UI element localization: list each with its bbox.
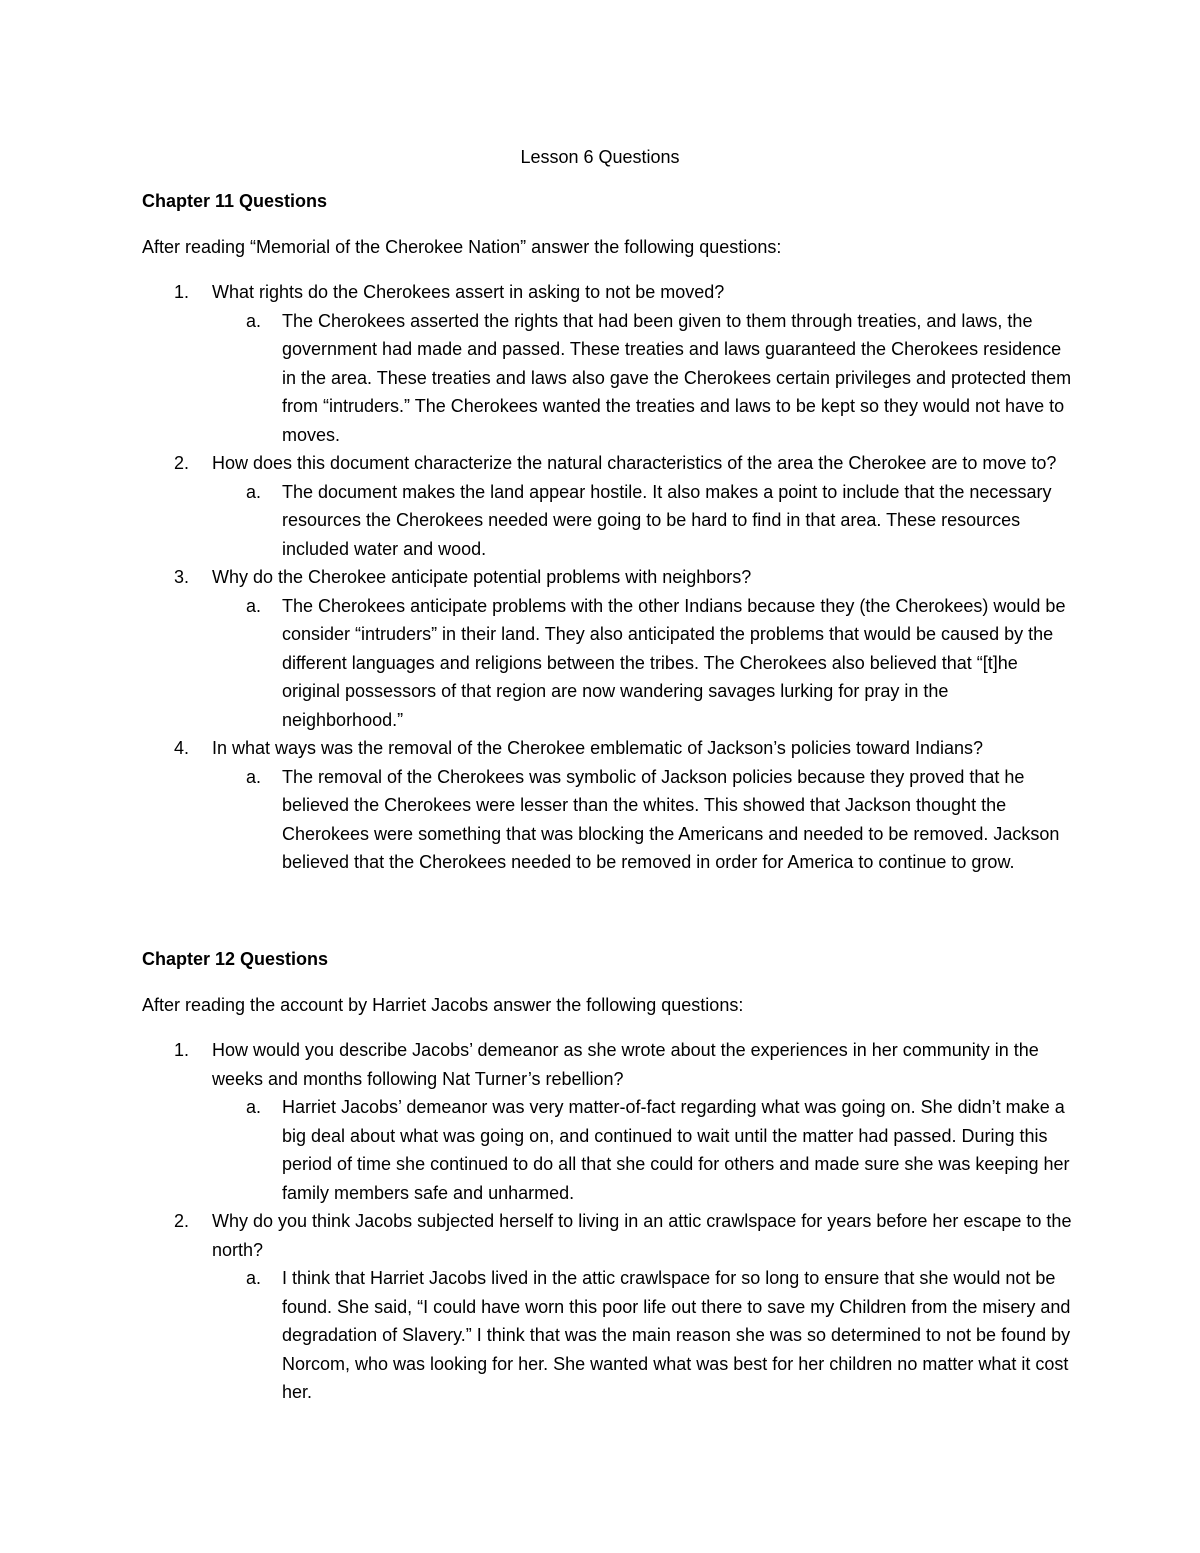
answer-letter: a.	[246, 595, 262, 616]
chapter-12-section	[142, 946, 1072, 1407]
question-number: 4.	[174, 738, 190, 758]
question-number: 1.	[174, 282, 190, 302]
chapter-intro: After reading “Memorial of the Cherokee Nation” answer the following questions:	[142, 237, 782, 257]
answer-list	[212, 478, 1072, 564]
question-text: Why do you think Jacobs subjected herself to living in an attic crawlspace for years before her escape to the north?	[212, 1211, 1072, 1260]
chapter-11-section	[142, 188, 1072, 877]
question-number: 2.	[174, 453, 190, 473]
answer-text: I think that Harriet Jacobs lived in the attic crawlspace for so long to ensure that she would not be found. She said, “I could have worn this poor life out there to save my Children from the misery and degradation of Slavery.” I think that was the main reason she was so determined to not be found by Norcom, who was looking for her. She wanted what was best for her children no matter what it cost her.	[282, 1268, 1071, 1402]
question-number: 2.	[174, 1211, 190, 1231]
answer-text: The removal of the Cherokees was symbolic of Jackson policies because they proved that he believed the Cherokees were lesser than the whites. This showed that Jackson thought the Cherokees were something that was blocking the Americans and needed to be removed. Jackson believed that the Cherokees needed to be removed in order for America to continue to grow.	[282, 766, 1060, 872]
answer-letter: a.	[246, 310, 262, 331]
answer-letter: a.	[246, 481, 262, 502]
answer-item	[212, 307, 1072, 450]
question-item	[142, 563, 1072, 734]
answer-list	[212, 1264, 1072, 1407]
chapter-intro: After reading the account by Harriet Jacobs answer the following questions:	[142, 995, 744, 1015]
question-item	[142, 734, 1072, 877]
answer-item	[212, 1264, 1072, 1407]
chapter-heading: Chapter 11 Questions	[142, 191, 328, 211]
question-number: 1.	[174, 1040, 190, 1060]
answer-letter: a.	[246, 1268, 262, 1288]
question-list	[142, 1036, 1072, 1407]
question-list	[142, 278, 1072, 877]
question-text: Why do the Cherokee anticipate potential problems with neighbors?	[212, 567, 752, 587]
answer-letter: a.	[246, 1097, 262, 1117]
answer-text: The document makes the land appear hostile. It also makes a point to include that the necessary resources the Cherokees needed were going to be hard to find in that area. These resources included water and wood.	[282, 481, 1052, 559]
question-item	[142, 1207, 1072, 1407]
question-item	[142, 449, 1072, 563]
answer-letter: a.	[246, 766, 262, 787]
answer-item	[212, 592, 1072, 735]
answer-text: The Cherokees asserted the rights that had been given to them through treaties, and laws, the government had made and passed. These treaties and laws guaranteed the Cherokees residence in the area. These treaties and laws also gave the Cherokees certain privileges and protected them from “intruders.” The Cherokees wanted the treaties and laws to be kept so they would not have to moves.	[282, 310, 1072, 445]
question-text: In what ways was the removal of the Cherokee emblematic of Jackson’s policies toward Indians?	[212, 738, 984, 758]
answer-item	[212, 763, 1072, 877]
question-item	[142, 278, 1072, 449]
answer-list	[212, 592, 1072, 735]
document-title: Lesson 6 Questions	[520, 147, 680, 167]
answer-item	[212, 478, 1072, 564]
answer-text: The Cherokees anticipate problems with the other Indians because they (the Cherokees) would be consider “intruders” in their land. They also anticipated the problems that would be caused by the different languages and religions between the tribes. The Cherokees also believed that “[t]he original possessors of that region are now wandering savages lurking for pray in the neighborhood.”	[282, 595, 1066, 730]
question-item	[142, 1036, 1072, 1207]
answer-text: Harriet Jacobs’ demeanor was very matter-of-fact regarding what was going on. She didn’t make a big deal about what was going on, and continued to wait until the matter had passed. During this period of time she continued to do all that she could for others and made sure she was keeping her family members safe and unharmed.	[282, 1097, 1070, 1203]
question-text: What rights do the Cherokees assert in asking to not be moved?	[212, 282, 725, 302]
question-text: How does this document characterize the natural characteristics of the area the Cherokee are to move to?	[212, 453, 1057, 473]
question-text: How would you describe Jacobs’ demeanor as she wrote about the experiences in her community in the weeks and months following Nat Turner’s rebellion?	[212, 1040, 1039, 1089]
answer-list	[212, 763, 1072, 877]
question-number: 3.	[174, 567, 190, 587]
chapter-heading: Chapter 12 Questions	[142, 949, 329, 969]
answer-item	[212, 1093, 1072, 1207]
answer-list	[212, 1093, 1072, 1207]
answer-list	[212, 307, 1072, 450]
